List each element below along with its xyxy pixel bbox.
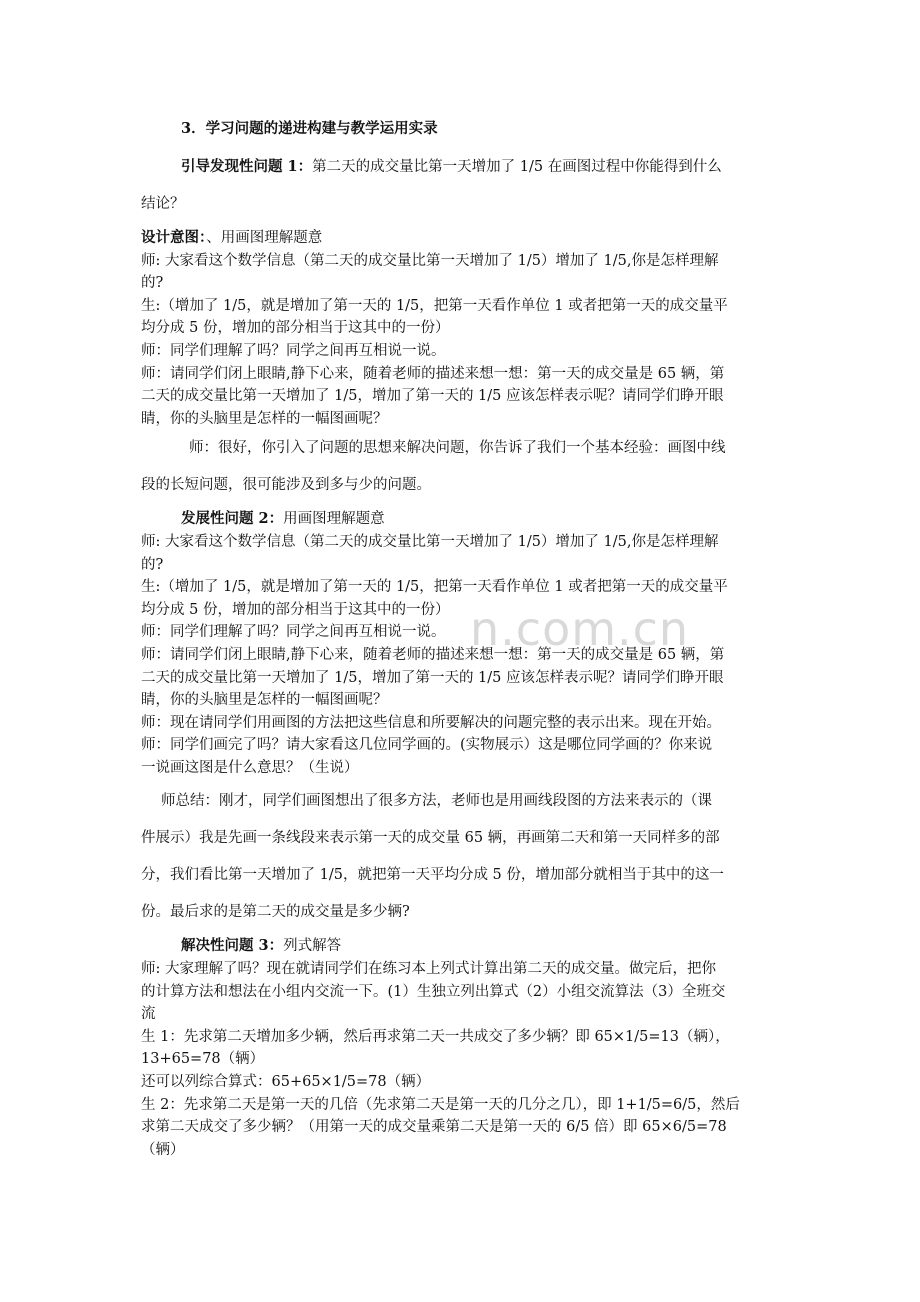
dialogue-line: 求第二天成交了多少辆？（用第一天的成交量乘第二天是第一天的 6/5 倍）即 65×6/5=78 (141, 1119, 727, 1136)
summary-line: 份。最后求的是第二天的成交量是多少辆? (141, 904, 410, 921)
teacher-comment-line1: 师：很好，你引入了问题的思想来解决问题，你告诉了我们一个基本经验：画图中线 (189, 440, 726, 457)
question-1-text: 第二天的成交量比第一天增加了 1/5 在画图过程中你能得到什么 (312, 159, 722, 175)
question-3-text: 列式解答 (283, 938, 342, 955)
question-2 (141, 508, 781, 531)
dialogue-line: 二天的成交量比第一天增加了 1/5，增加了第一天的 1/5 应该怎样表示呢？请同学们睁开眼 (141, 669, 724, 686)
question-1-line2: 结论？ (141, 196, 185, 212)
dialogue-line: （辆） (141, 1141, 185, 1158)
dialogue-line: 师: 大家看这个数学信息（第二天的成交量比第一天增加了 1/5）增加了 1/5,你是怎样理解 (141, 533, 719, 550)
dialogue-line: 二天的成交量比第一天增加了 1/5，增加了第一天的 1/5 应该怎样表示呢？请同学们睁开眼 (141, 388, 724, 405)
dialogue-block-1 (141, 250, 781, 431)
design-intent (141, 227, 781, 250)
dialogue-line: 一说画这图是什么意思？（生说） (141, 759, 359, 776)
dialogue-line: 的? (141, 556, 164, 573)
dialogue-line: 睛，你的头脑里是怎样的一幅图画呢？ (141, 692, 388, 709)
summary-line: 师总结：刚才，同学们画图想出了很多方法，老师也是用画线段图的方法来表示的（课 (161, 793, 712, 810)
dialogue-line: 生:（增加了 1/5，就是增加了第一天的 1/5，把第一天看作单位 1 或者把第一天的成交量平 (141, 579, 728, 596)
teacher-comment-line2: 段的长短问题，很可能涉及到多与少的问题。 (141, 477, 431, 494)
dialogue-line: 师：请同学们闭上眼睛,静下心来，随着老师的描述来想一想：第一天的成交量是 65 辆，第 (141, 646, 725, 663)
question-3-label: 解决性问题 3： (181, 937, 284, 955)
dialogue-block-3 (141, 958, 781, 1161)
dialogue-line: 生 2：先求第二天是第一天的几倍（先求第二天是第一天的几分之几），即 1+1/5=6/5，然后 (141, 1096, 740, 1113)
question-2-text: 用画图理解题意 (283, 511, 385, 528)
dialogue-line: 师: 大家看这个数学信息（第二天的成交量比第一天增加了 1/5）增加了 1/5,你是怎样理解 (141, 252, 719, 269)
question-1-label: 引导发现性问题 1： (181, 158, 313, 175)
dialogue-line: 师：同学们画完了吗？请大家看这几位同学画的。(实物展示）这是哪位同学画的？你来说 (141, 737, 713, 754)
dialogue-line: 师：同学们理解了吗？同学之间再互相说一说。 (141, 624, 446, 641)
question-2-label: 发展性问题 2： (181, 510, 284, 528)
dialogue-line: 均分成 5 份，增加的部分相当于这其中的一份） (141, 601, 450, 618)
question-1-line1 (141, 148, 781, 186)
summary-line: 件展示）我是先画一条线段来表示第一天的成交量 65 辆，再画第二天和第一天同样多的部 (141, 830, 720, 847)
dialogue-line: 睛，你的头脑里是怎样的一幅图画呢？ (141, 410, 388, 427)
watermark: n.com.cn (470, 602, 690, 656)
section-heading: 3．学习问题的递进构建与教学运用实录 (181, 120, 438, 137)
dialogue-line: 生:（增加了 1/5，就是增加了第一天的 1/5，把第一天看作单位 1 或者把第一天的成交量平 (141, 297, 728, 314)
dialogue-block-2 (141, 531, 781, 780)
teacher-summary (141, 783, 781, 931)
design-intent-label: 设计意图： (141, 229, 207, 246)
dialogue-line: 生 1：先求第二天增加多少辆，然后再求第二天一共成交了多少辆？即 65×1/5=13（辆）， (141, 1028, 730, 1045)
dialogue-line: 的? (141, 275, 164, 292)
design-intent-text: 、用画图理解题意 (206, 230, 323, 246)
summary-line: 分，我们看比第一天增加了 1/5，就把第一天平均分成 5 份，增加部分就相当于其中的这一 (141, 867, 724, 884)
dialogue-line: 的计算方法和想法在小组内交流一下。(1）生独立列出算式（2）小组交流算法（3）全班交 (141, 983, 726, 1000)
dialogue-line: 师：请同学们闭上眼睛,静下心来，随着老师的描述来想一想：第一天的成交量是 65 辆，第 (141, 365, 725, 382)
document-body (141, 110, 781, 1161)
dialogue-line: 还可以列综合算式：65+65×1/5=78（辆） (141, 1074, 431, 1091)
question-3 (141, 935, 781, 958)
dialogue-line: 流 (141, 1006, 156, 1023)
dialogue-line: 均分成 5 份，增加的部分相当于这其中的一份） (141, 320, 450, 337)
dialogue-line: 师: 大家理解了吗？现在就请同学们在练习本上列式计算出第二天的成交量。做完后，把你 (141, 961, 716, 978)
dialogue-line: 13+65=78（辆） (141, 1051, 265, 1068)
dialogue-line: 师：现在请同学们用画图的方法把这些信息和所要解决的问题完整的表示出来。现在开始。 (141, 714, 721, 731)
dialogue-line: 师：同学们理解了吗？同学之间再互相说一说。 (141, 342, 446, 359)
